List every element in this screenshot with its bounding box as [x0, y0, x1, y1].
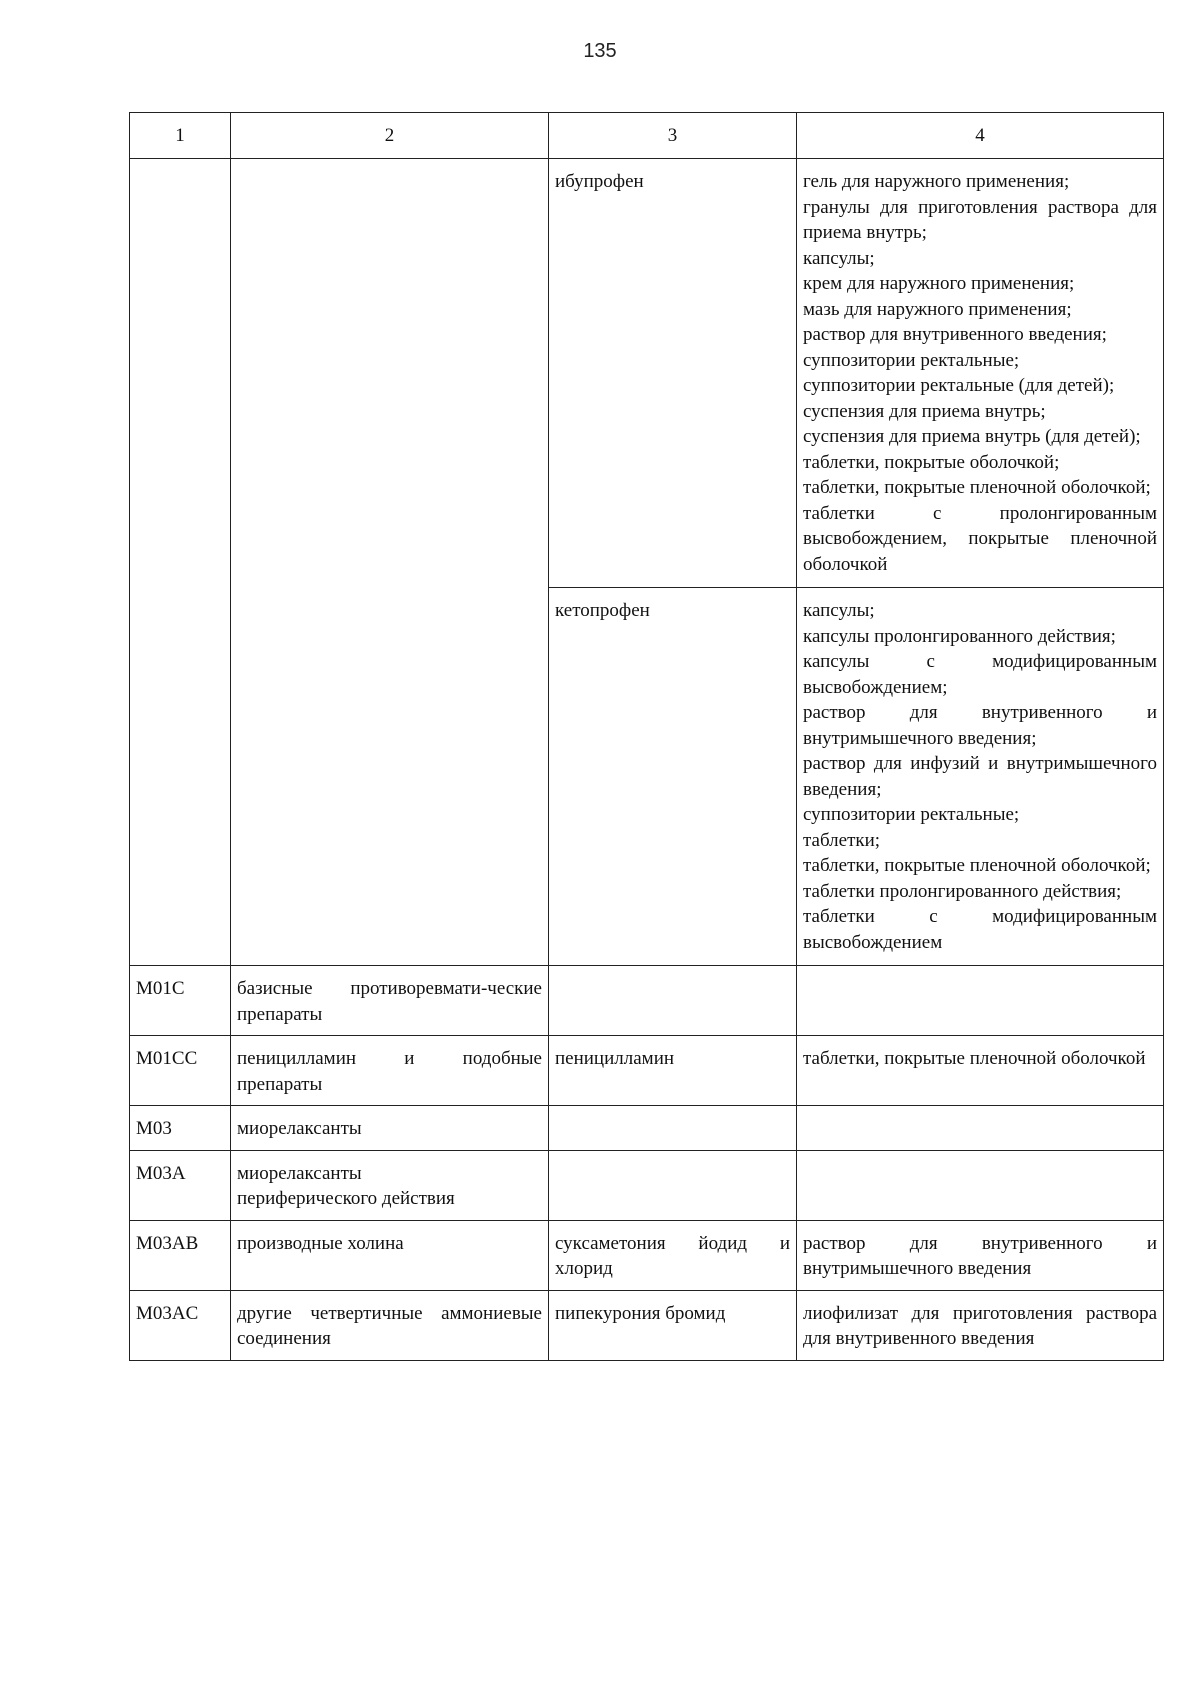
dosage-form-item: раствор для внутривенного и внутримышечного введения	[803, 1232, 1157, 1279]
header-col-1: 1	[130, 113, 231, 159]
drug-name-cell	[549, 1106, 797, 1151]
dosage-form-item: таблетки, покрытые оболочкой;	[803, 451, 1060, 473]
table-row	[130, 1036, 1164, 1106]
drug-name-cell: суксаметония йодид и хлорид	[549, 1220, 797, 1290]
dosage-form-item: лиофилизат для приготовления раствора для внутривенного введения	[803, 1302, 1157, 1349]
header-col-2: 2	[231, 113, 549, 159]
table-row	[130, 1220, 1164, 1290]
header-col-3: 3	[549, 113, 797, 159]
drug-name-cell	[549, 1150, 797, 1220]
header-col-4: 4	[797, 113, 1164, 159]
table-header	[130, 113, 1164, 159]
dosage-form-item: таблетки;	[803, 829, 881, 851]
atc-code-cell: M03A	[130, 1150, 231, 1220]
dosage-form-item: таблетки, покрытые пленочной оболочкой;	[803, 477, 1151, 498]
dosage-form-item: суппозитории ректальные;	[803, 804, 1020, 825]
table-row	[130, 966, 1164, 1036]
dosage-form-item: капсулы;	[803, 247, 875, 269]
group-name-cell: пеницилламин и подобные препараты	[231, 1036, 549, 1106]
dosage-forms-cell	[797, 1220, 1164, 1290]
dosage-form-item: суспензия для приема внутрь;	[803, 400, 1046, 422]
header-row	[130, 113, 1164, 159]
dosage-form-item: раствор для инфузий и внутримышечного введения;	[803, 753, 1157, 800]
drug-name-cell: кетопрофен	[549, 588, 797, 966]
atc-code-cell: M03AC	[130, 1290, 231, 1360]
drug-name-cell	[549, 966, 797, 1036]
table-row	[130, 1106, 1164, 1151]
dosage-form-item: таблетки с пролонгированным высвобождением, покрытые пленочной оболочкой	[803, 502, 1157, 575]
table-row	[130, 1150, 1164, 1220]
group-name-cell: миорелаксанты	[231, 1106, 549, 1151]
dosage-form-item: раствор для внутривенного введения;	[803, 324, 1107, 345]
group-name-cell: базисные противоревмати-ческие препараты	[231, 966, 549, 1036]
dosage-form-item: мазь для наружного применения;	[803, 298, 1072, 320]
atc-code-cell: M03AB	[130, 1220, 231, 1290]
drug-name-cell: ибупрофен	[549, 159, 797, 588]
atc-code-cell	[130, 159, 231, 966]
drug-name-cell: пипекурония бромид	[549, 1290, 797, 1360]
dosage-form-item: гель для наружного применения;	[803, 171, 1070, 192]
atc-code-cell: M01C	[130, 966, 231, 1036]
table-row	[130, 159, 1164, 588]
dosage-form-item: капсулы пролонгированного действия;	[803, 625, 1116, 647]
dosage-form-item: суппозитории ректальные;	[803, 349, 1020, 371]
dosage-forms-cell	[797, 588, 1164, 966]
dosage-forms-cell	[797, 1106, 1164, 1151]
drug-name-cell: пеницилламин	[549, 1036, 797, 1106]
dosage-forms-cell	[797, 1290, 1164, 1360]
dosage-form-item: крем для наружного применения;	[803, 273, 1075, 294]
dosage-forms-cell	[797, 1150, 1164, 1220]
dosage-form-item: таблетки с модифицированным высвобождением	[803, 906, 1157, 953]
table-row	[130, 1290, 1164, 1360]
dosage-form-item: капсулы с модифицированным высвобождением;	[803, 651, 1157, 698]
dosage-forms-cell	[797, 159, 1164, 588]
atc-code-cell: M03	[130, 1106, 231, 1151]
dosage-form-item: таблетки пролонгированного действия;	[803, 880, 1122, 902]
dosage-form-item: капсулы;	[803, 600, 875, 621]
group-name-cell: производные холина	[231, 1220, 549, 1290]
dosage-form-item: таблетки, покрытые пленочной оболочкой;	[803, 855, 1151, 876]
dosage-forms-cell	[797, 966, 1164, 1036]
page-number: 135	[583, 40, 617, 62]
dosage-form-item: раствор для внутривенного и внутримышечного введения;	[803, 702, 1157, 749]
atc-code-cell: M01CC	[130, 1036, 231, 1106]
group-name-cell: другие четвертичные аммониевые соединения	[231, 1290, 549, 1360]
group-name-cell	[231, 159, 549, 966]
drug-table	[129, 112, 1164, 1361]
dosage-form-item: суппозитории ректальные (для детей);	[803, 375, 1115, 396]
dosage-forms-cell	[797, 1036, 1164, 1106]
dosage-form-item: суспензия для приема внутрь (для детей);	[803, 426, 1141, 447]
dosage-form-item: гранулы для приготовления раствора для приема внутрь;	[803, 196, 1157, 243]
group-name-cell: миорелаксанты периферического действия	[231, 1150, 549, 1220]
dosage-form-item: таблетки, покрытые пленочной оболочкой	[803, 1048, 1146, 1069]
